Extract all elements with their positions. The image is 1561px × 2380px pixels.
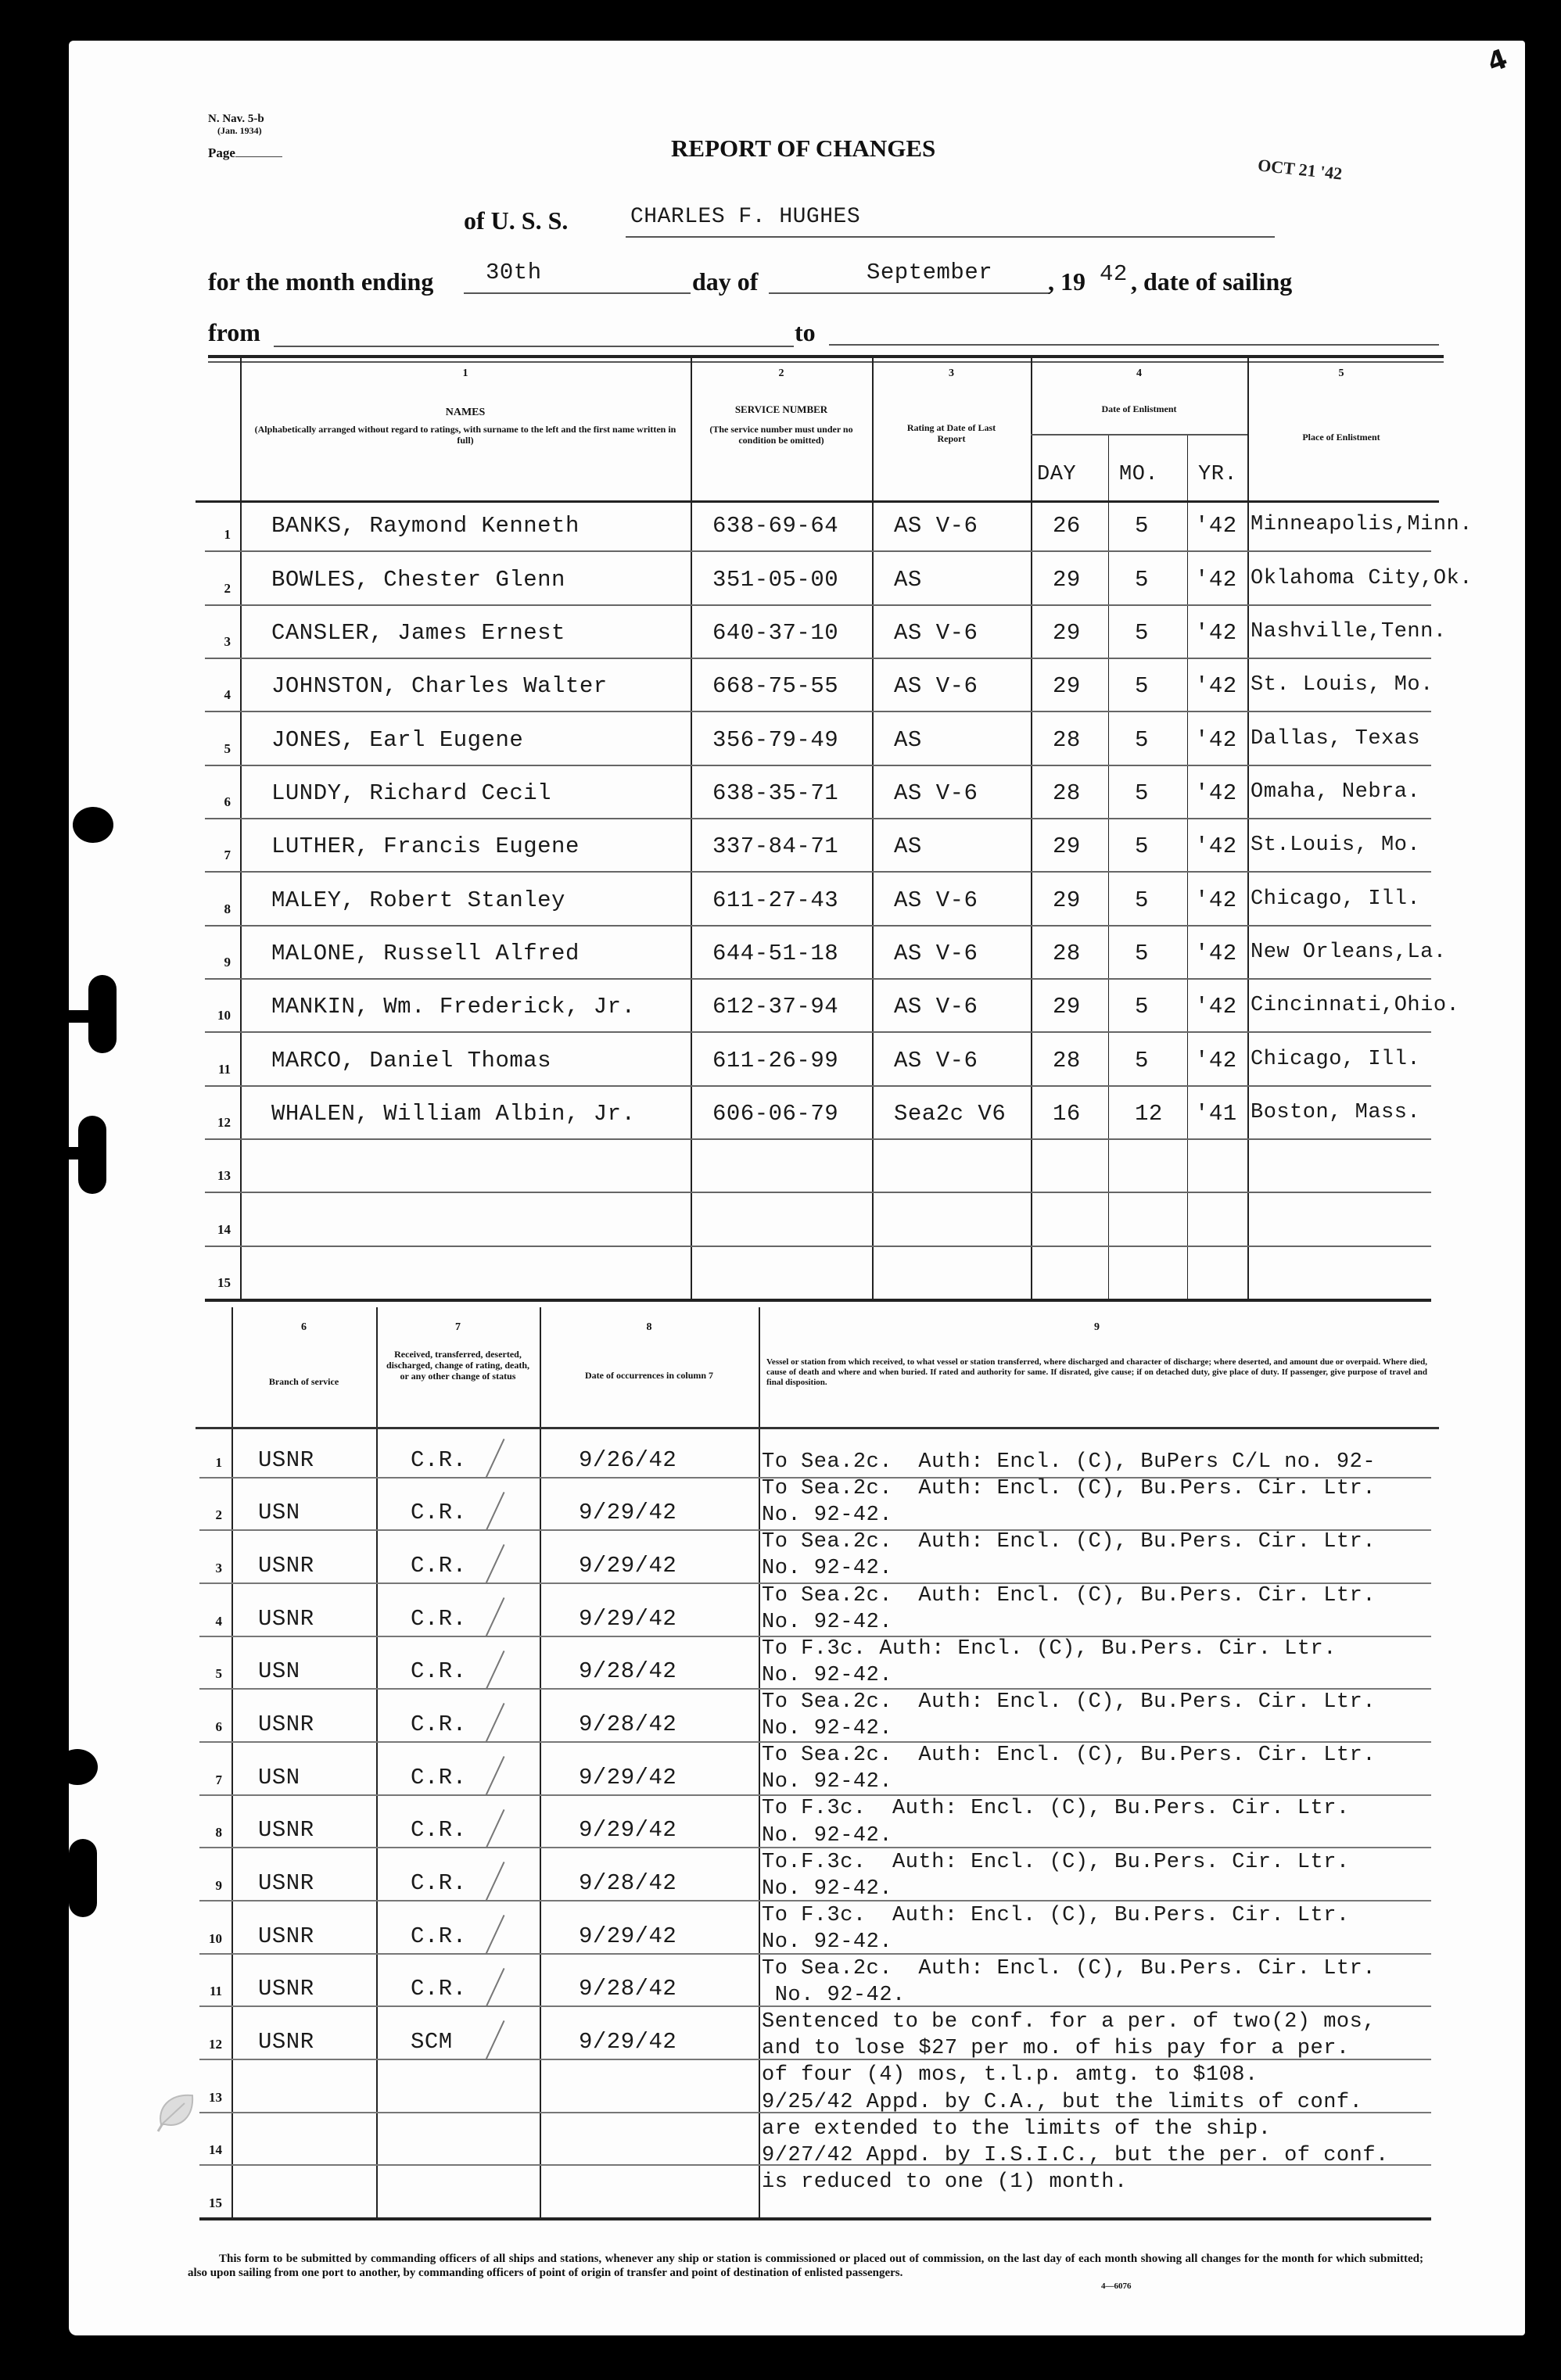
remarks-line: To Sea.2c. Auth: Encl. (C), Bu.Pers. Cir. Ltr. [762,1583,1376,1608]
service-number-cell: 606-06-79 [712,1100,839,1127]
enlist-month-cell: 5 [1135,673,1149,700]
enlist-year-cell: '42 [1195,887,1237,913]
check-mark-icon [486,1862,504,1900]
row-number: 11 [209,1984,222,1999]
row-rule [205,550,1431,552]
service-number-cell: 644-51-18 [712,940,839,966]
service-number-cell: 612-37-94 [712,994,839,1020]
upper-table-top-border-2 [208,361,1444,363]
name-cell: LUNDY, Richard Cecil [271,780,552,806]
branch-cell: USN [258,1764,300,1790]
day-of-label: day of [692,267,759,296]
enlist-month-cell: 5 [1135,726,1149,753]
remarks-line: To F.3c. Auth: Encl. (C), Bu.Pers. Cir. Ltr. [762,1636,1337,1661]
enlist-year-cell: '41 [1195,1100,1237,1127]
row-number: 4 [215,1613,222,1629]
service-number-cell: 611-27-43 [712,887,839,913]
enlist-month-cell: 5 [1135,513,1149,539]
branch-cell: USNR [258,1712,314,1737]
branch-cell: USNR [258,1553,314,1579]
document-page [69,41,1525,2335]
month-underline [769,292,1050,294]
enlist-year-cell: '42 [1195,1047,1237,1074]
year-suffix: 42 [1100,261,1128,287]
place-cell: Dallas, Texas [1251,726,1421,751]
enlist-day-cell: 29 [1053,994,1081,1020]
name-cell: BOWLES, Chester Glenn [271,566,565,593]
col6-number: 6 [301,1321,307,1333]
month-ending-underline [464,292,691,294]
upper-subcol-divider [1187,434,1188,1302]
branch-cell: USNR [258,2029,314,2055]
remarks-line: To F.3c. Auth: Encl. (C), Bu.Pers. Cir. Ltr. [762,1797,1350,1821]
enlist-day-cell: 16 [1053,1100,1081,1127]
remarks-line: To Sea.2c. Auth: Encl. (C), Bu.Pers. Cir. Ltr. [762,1690,1376,1714]
upper-col-divider [691,356,692,1302]
col2-number: 2 [778,367,784,379]
row-number: 1 [215,1454,222,1470]
remarks-line: No. 92-42. [762,1557,893,1581]
col1-note: (Alphabetically arranged without regard to ratings, with surname to the left and the first name written in full) [254,424,676,446]
enlist-day-cell: 28 [1053,726,1081,753]
col7-title: Received, transferred, deserted, discharged, change of rating, death, or any other change of status [386,1349,529,1382]
service-number-cell: 611-26-99 [712,1047,839,1074]
upper-col-divider [872,356,874,1302]
enlist-year-cell: '42 [1195,780,1237,806]
occurrence-date-cell: 9/29/42 [579,1553,677,1579]
remarks-line: No. 92-42. [762,1770,893,1794]
branch-cell: USNR [258,1817,314,1844]
enlist-month-cell: 12 [1135,1100,1163,1127]
change-cell: C.R. [411,1817,467,1844]
check-mark-icon [486,1915,504,1953]
received-stamp: OCT 21 '42 [1257,155,1344,184]
row-rule [205,658,1431,659]
ship-label: of U. S. S. [464,206,569,235]
enlist-day-cell: 26 [1053,513,1081,539]
branch-cell: USNR [258,1605,314,1632]
remarks-line: To Sea.2c. Auth: Encl. (C), Bu.Pers. Cir. Ltr. [762,1477,1376,1501]
change-cell: C.R. [411,1500,467,1526]
enlist-day-cell: 29 [1053,833,1081,860]
report-title: REPORT OF CHANGES [671,134,936,162]
row-number: 13 [217,1168,231,1184]
place-cell: Oklahoma City,Ok. [1251,566,1473,590]
place-cell: Omaha, Nebra. [1251,780,1421,804]
occurrence-date-cell: 9/28/42 [579,1658,677,1685]
branch-cell: USNR [258,1976,314,2002]
upper-col-divider [1031,356,1032,1302]
row-rule [199,1847,1431,1848]
corner-pencil-mark: 4 [1483,43,1512,79]
rating-cell: AS V-6 [894,673,978,700]
col4-number: 4 [1136,367,1142,379]
row-number: 10 [217,1008,231,1023]
row-number: 13 [209,2089,222,2105]
place-cell: Boston, Mass. [1251,1100,1421,1124]
rating-cell: AS [894,726,922,753]
row-number: 6 [215,1719,222,1734]
service-number-cell: 668-75-55 [712,673,839,700]
lower-col-divider [759,1307,760,2220]
place-cell: St.Louis, Mo. [1251,833,1421,858]
month-ending-day: 30th [486,260,542,285]
footer-instructions: This form to be submitted by commanding officers of all ships and stations, whenever any ship or station is commissioned or placed out of commission, on the last day of each month showing all changes for the month for which submitted; also upon sailing from one port to another, by commanding officers of point of origin of transfer and point of destination of enlisted passengers. [188,2253,1423,2279]
rating-cell: AS V-6 [894,887,978,913]
service-number-cell: 638-69-64 [712,513,839,539]
name-cell: MALEY, Robert Stanley [271,887,565,913]
binder-tab [88,975,117,1053]
row-number: 3 [224,634,231,649]
branch-cell: USNR [258,1446,314,1473]
row-number: 4 [224,687,231,703]
occurrence-date-cell: 9/29/42 [579,2029,677,2055]
check-mark-icon [486,1492,504,1530]
col4-yr-header: YR. [1198,463,1238,486]
occurrence-date-cell: 9/29/42 [579,1500,677,1526]
remarks-line: 9/25/42 Appd. by C.A., but the limits of conf. [762,2090,1363,2114]
rating-cell: AS V-6 [894,619,978,646]
change-cell: C.R. [411,1605,467,1632]
row-rule [205,1299,1431,1302]
remarks-line: No. 92-42. [762,1717,893,1741]
year-prefix: , 19 [1048,267,1086,296]
form-date: (Jan. 1934) [217,125,262,136]
col9-title: Vessel or station from which received, to what vessel or station transferred, where discharged and character of discharge; where deserted, and amount due or overpaid. Where died, cause of death and where and when buried. If rated and authority for same. If disrated, give cause; if on detached duty, give place of duty. If passenger, give purpose of travel and final disposition. [766,1357,1427,1387]
row-rule [205,978,1431,980]
row-rule [205,765,1431,766]
service-number-cell: 351-05-00 [712,566,839,593]
col2-title: SERVICE NUMBER [734,403,828,415]
check-mark-icon [486,1968,504,2006]
enlist-day-cell: 28 [1053,940,1081,966]
row-rule [205,1138,1431,1140]
branch-cell: USNR [258,1870,314,1896]
check-mark-icon [486,1439,504,1477]
lower-col-divider [376,1307,378,2220]
remarks-line: To.F.3c. Auth: Encl. (C), Bu.Pers. Cir. Ltr. [762,1850,1350,1874]
footer-code: 4—6076 [1101,2281,1132,2291]
row-number: 9 [224,955,231,970]
row-rule [199,2217,1431,2220]
enlist-month-cell: 5 [1135,1047,1149,1074]
remarks-line: Sentenced to be conf. for a per. of two(2) mos, [762,2010,1376,2034]
remarks-line: is reduced to one (1) month. [762,2170,1128,2194]
check-mark-icon [486,1651,504,1689]
remarks-line: 9/27/42 Appd. by I.S.I.C., but the per. of conf. [762,2143,1389,2167]
enlist-month-cell: 5 [1135,780,1149,806]
binder-hole [73,807,113,843]
remarks-line: No. 92-42. [762,1504,893,1528]
occurrence-date-cell: 9/29/42 [579,1923,677,1949]
row-rule [205,711,1431,712]
row-number: 15 [217,1275,231,1290]
occurrence-date-cell: 9/28/42 [579,1870,677,1896]
row-number: 14 [209,2142,222,2158]
name-cell: MANKIN, Wm. Frederick, Jr. [271,994,636,1020]
row-number: 8 [215,1825,222,1841]
branch-cell: USNR [258,1923,314,1949]
remarks-line: and to lose $27 per mo. of his pay for a per. [762,2037,1350,2061]
change-cell: C.R. [411,1870,467,1896]
remarks-line: To F.3c. Auth: Encl. (C), Bu.Pers. Cir. Ltr. [762,1903,1350,1927]
rating-cell: AS V-6 [894,780,978,806]
row-rule [199,1741,1431,1743]
rating-cell: AS [894,566,922,593]
enlist-month-cell: 5 [1135,619,1149,646]
month-value: September [867,260,993,285]
change-cell: C.R. [411,1923,467,1949]
enlist-year-cell: '42 [1195,673,1237,700]
row-number: 12 [209,2037,222,2052]
check-mark-icon [486,1809,504,1848]
col7-number: 7 [455,1321,461,1333]
remarks-line: To Sea.2c. Auth: Encl. (C), BuPers C/L no. 92- [762,1450,1376,1474]
enlist-year-cell: '42 [1195,940,1237,966]
place-cell: Chicago, Ill. [1251,887,1421,911]
remarks-line: To Sea.2c. Auth: Encl. (C), Bu.Pers. Cir. Ltr. [762,1957,1376,1981]
binder-hole [57,1749,98,1785]
binder-tab-bar [0,1147,78,1160]
enlist-day-cell: 28 [1053,1047,1081,1074]
place-cell: New Orleans,La. [1251,940,1447,964]
service-number-cell: 640-37-10 [712,619,839,646]
check-mark-icon [486,1703,504,1741]
check-mark-icon [486,2020,504,2059]
upper-header-bottom-border [196,500,1439,503]
enlist-year-cell: '42 [1195,619,1237,646]
remarks-line: are extended to the limits of the ship. [762,2117,1272,2141]
row-number: 6 [224,794,231,809]
row-rule [205,604,1431,606]
remarks-line: No. 92-42. [762,1823,893,1848]
col6-title: Branch of service [268,1376,339,1387]
name-cell: BANKS, Raymond Kenneth [271,513,580,539]
form-number: N. Nav. 5-b [208,113,264,125]
row-number: 14 [217,1221,231,1237]
row-rule [205,1085,1431,1087]
service-number-cell: 337-84-71 [712,833,839,860]
row-number: 9 [215,1878,222,1893]
binder-tab-bar [0,1870,70,1883]
row-number: 7 [215,1772,222,1787]
enlist-day-cell: 29 [1053,566,1081,593]
row-number: 8 [224,901,231,916]
remarks-line: No. 92-42. [762,1876,893,1901]
occurrence-date-cell: 9/29/42 [579,1605,677,1632]
change-cell: C.R. [411,1712,467,1737]
enlist-day-cell: 29 [1053,887,1081,913]
month-ending-label: for the month ending [208,267,434,296]
page-label [208,145,282,161]
col3-title: Rating at Date of Last Report [906,422,996,444]
col5-title: Place of Enlistment [1302,432,1380,443]
col1-title: NAMES [445,407,486,418]
row-number: 12 [217,1115,231,1130]
enlist-day-cell: 29 [1053,673,1081,700]
change-cell: C.R. [411,1446,467,1473]
change-cell: C.R. [411,1976,467,2002]
col4-day-header: DAY [1037,463,1077,486]
from-label: from [208,318,260,346]
change-cell: SCM [411,2029,453,2055]
service-number-cell: 638-35-71 [712,780,839,806]
rating-cell: AS V-6 [894,994,978,1020]
lower-header-bottom-border [196,1427,1439,1429]
check-mark-icon [486,1756,504,1794]
col9-number: 9 [1094,1321,1100,1333]
from-field [274,346,794,347]
row-number: 5 [215,1666,222,1682]
name-cell: WHALEN, William Albin, Jr. [271,1100,636,1127]
enlist-year-cell: '42 [1195,994,1237,1020]
col8-number: 8 [646,1321,652,1333]
row-rule [199,1794,1431,1796]
enlist-month-cell: 5 [1135,566,1149,593]
remarks-line: No. 92-42. [762,1663,893,1687]
upper-col-divider [240,356,242,1302]
enlist-year-cell: '42 [1195,833,1237,860]
row-number: 15 [209,2195,222,2210]
row-number: 5 [224,740,231,756]
service-number-cell: 356-79-49 [712,726,839,753]
place-cell: Chicago, Ill. [1251,1047,1421,1071]
place-cell: Minneapolis,Minn. [1251,513,1473,537]
row-rule [205,818,1431,819]
row-number: 1 [224,527,231,543]
col2-note: (The service number must under no condition be omitted) [709,424,853,446]
name-cell: CANSLER, James Ernest [271,619,565,646]
remarks-line: No. 92-42. [762,1930,893,1954]
rating-cell: AS V-6 [894,1047,978,1074]
place-cell: Nashville,Tenn. [1251,619,1447,643]
enlistment-subheader-line [1031,434,1247,435]
enlist-month-cell: 5 [1135,833,1149,860]
remarks-line: To Sea.2c. Auth: Encl. (C), Bu.Pers. Cir. Ltr. [762,1744,1376,1768]
upper-col-divider [1247,356,1249,1302]
occurrence-date-cell: 9/28/42 [579,1976,677,2002]
row-rule [205,871,1431,873]
page-label-text: Page [208,145,235,160]
change-cell: C.R. [411,1764,467,1790]
upper-subcol-divider [1108,434,1109,1302]
enlist-month-cell: 5 [1135,994,1149,1020]
col1-number: 1 [462,367,468,379]
check-mark-icon [486,1544,504,1582]
rating-cell: AS V-6 [894,940,978,966]
name-cell: LUTHER, Francis Eugene [271,833,580,860]
place-cell: St. Louis, Mo. [1251,673,1434,697]
row-number: 7 [224,848,231,863]
rating-cell: AS [894,833,922,860]
occurrence-date-cell: 9/28/42 [579,1712,677,1737]
enlist-year-cell: '42 [1195,726,1237,753]
enlist-day-cell: 29 [1053,619,1081,646]
row-number: 3 [215,1561,222,1575]
row-number: 2 [224,580,231,596]
check-mark-icon [486,1597,504,1636]
col3-number: 3 [949,367,954,379]
col4-mo-header: MO. [1119,463,1159,486]
row-number: 11 [217,1061,231,1077]
rating-cell: AS V-6 [894,513,978,539]
remarks-line: of four (4) mos, t.l.p. amtg. to $108. [762,2063,1258,2088]
enlist-day-cell: 28 [1053,780,1081,806]
branch-cell: USN [258,1658,300,1685]
upper-table-top-border [208,355,1444,358]
lower-col-divider [540,1307,541,2220]
row-number: 10 [209,1930,222,1946]
col5-number: 5 [1338,367,1344,379]
binder-tab [78,1116,106,1194]
occurrence-date-cell: 9/29/42 [579,1764,677,1790]
row-rule [205,1246,1431,1247]
remarks-line: No. 92-42. [762,1984,906,2008]
binder-tab-bar [0,1010,94,1023]
name-cell: MALONE, Russell Alfred [271,940,580,966]
to-label: to [795,318,816,346]
occurrence-date-cell: 9/29/42 [579,1817,677,1844]
row-rule [205,925,1431,927]
name-cell: MARCO, Daniel Thomas [271,1047,552,1074]
ship-name-underline [626,236,1275,238]
branch-cell: USN [258,1500,300,1526]
col8-title: Date of occurrences in column 7 [584,1370,714,1381]
date-of-sailing-label: , date of sailing [1131,267,1293,296]
rating-cell: Sea2c V6 [894,1100,1007,1127]
enlist-year-cell: '42 [1195,566,1237,593]
leaf-watermark-icon [153,2089,200,2136]
occurrence-date-cell: 9/26/42 [579,1446,677,1473]
change-cell: C.R. [411,1553,467,1579]
enlist-month-cell: 5 [1135,940,1149,966]
remarks-line: To Sea.2c. Auth: Encl. (C), Bu.Pers. Cir. Ltr. [762,1530,1376,1554]
row-rule [205,1192,1431,1193]
row-number: 2 [215,1507,222,1523]
change-cell: C.R. [411,1658,467,1685]
binder-tab [69,1839,97,1917]
lower-col-divider [231,1307,233,2220]
to-field [829,344,1439,346]
name-cell: JOHNSTON, Charles Walter [271,673,608,700]
name-cell: JONES, Earl Eugene [271,726,524,753]
enlist-year-cell: '42 [1195,513,1237,539]
enlist-month-cell: 5 [1135,887,1149,913]
col4-title: Date of Enlistment [1101,403,1177,414]
row-rule [205,1031,1431,1033]
place-cell: Cincinnati,Ohio. [1251,994,1460,1018]
ship-name: CHARLES F. HUGHES [630,205,861,229]
remarks-line: No. 92-42. [762,1610,893,1634]
